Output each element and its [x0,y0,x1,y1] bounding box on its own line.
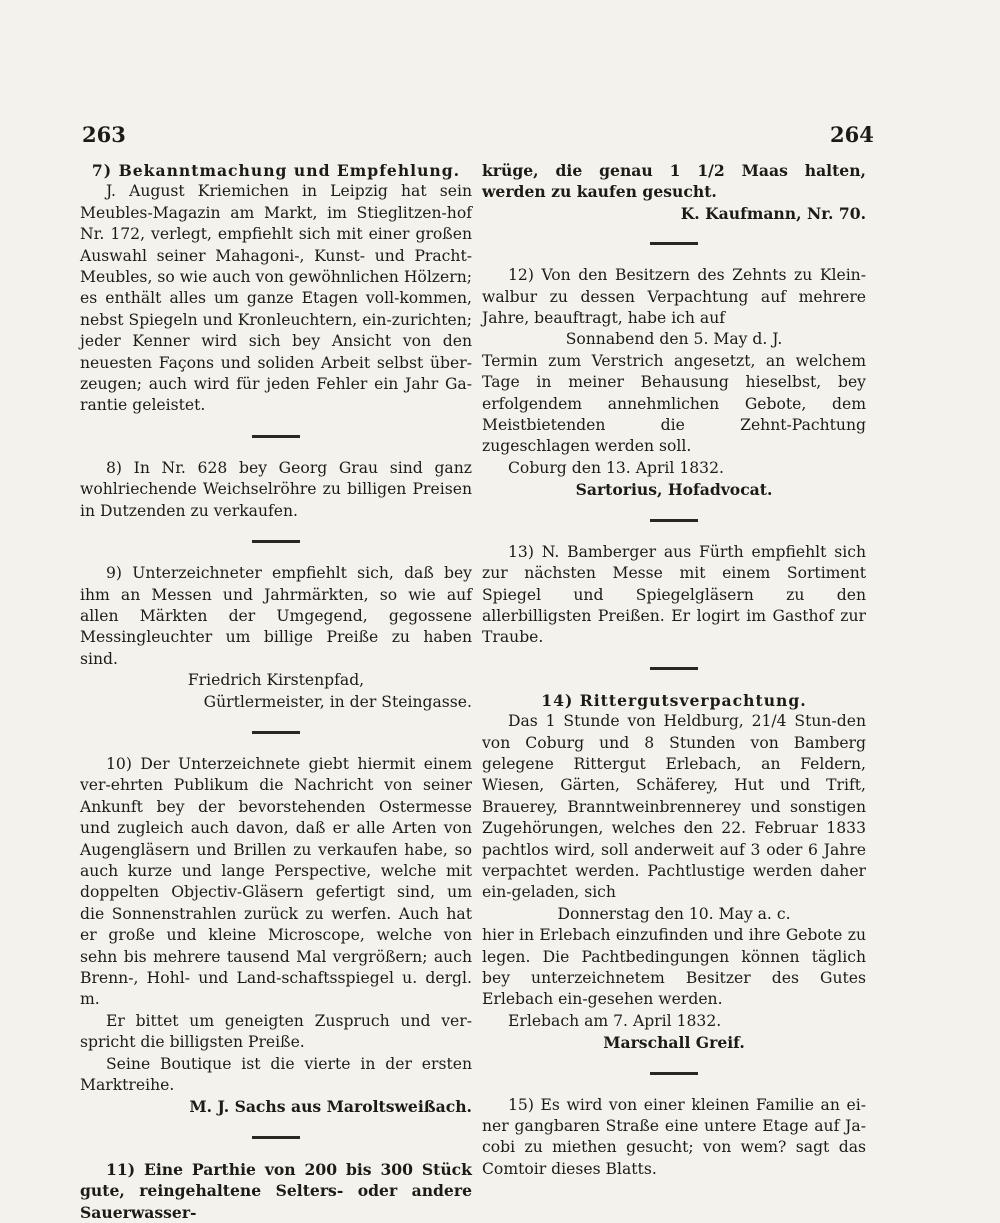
ad-place-date: Coburg den 13. April 1832. [508,458,724,477]
ad-body-2: Er bittet um geneigten Zuspruch und ver-spricht die billigsten Preiße. [80,1011,472,1052]
ad-body-2: hier in Erlebach einzufinden und ihre Gebote zu legen. Die Pachtbedingungen können täglich bey unterzeichnetem Besitzer des Gutes Erlebach ein-gesehen werden. [482,926,866,1009]
ad-signature: Marschall Greif. [603,1033,745,1053]
advertisement-7 [80,160,472,417]
left-column [80,160,472,1223]
ad-body-2: Termin zum Verstrich angesetzt, an welchem Tage in meiner Behausung hieselbst, bey erfolgendem annehmlichen Gebote, dem Meistbietenden die Zehnt-Pachtung zugeschlagen werden soll. [482,351,866,456]
advertisement-10 [80,754,472,1118]
ad-body: J. August Kriemichen in Leipzig hat sein Meubles-Magazin am Markt, im Stieglitzen-hof Nr. 172, verlegt, empfiehlt sich mit einer großen Auswahl seiner Mahagoni-, Kunst- und Pracht-Meubles, so wie auch von gewöhnlichen Hölzern; es enthält alles um ganze Etagen voll-kommen, nebst Spiegeln und Kronleuchtern, ein-zurichten; jeder Kenner wird sich bey Ansicht von den neuesten Façons und soliden Arbeit selbst über-zeugen; auch wird für jeden Fehler ein Jahr Ga-rantie geleistet. [80,182,472,415]
ad-date-line: Sonnabend den 5. May d. J. [565,330,783,349]
ad-body: 10) Der Unterzeichnete giebt hiermit einem ver-ehrten Publikum die Nachricht von seiner Ankunft bey der bevorstehenden Ostermesse und zugleich auch davon, daß er alle Arten von Augengläsern und Brillen zu verkaufen habe, so auch kurze und lange Perspective, welche mit doppelten Objectiv-Gläsern gefertigt sind, um die Sonnenstrahlen zurück zu werfen. Auch hat er große und kleine Microscope, welche von sehn bis mehrere tausend Mal vergrößern; auch Brenn-, Hohl- und Land-schaftsspiegel u. dergl. m. [80,754,472,1009]
ad-body: 15) Es wird von einer kleinen Familie an ei-ner gangbaren Straße eine untere Etage auf Ja-cobi zu miethen gesucht; von wem? sagt das Comtoir dieses Blatts. [482,1095,866,1178]
separator-rule [650,667,698,670]
advertisement-9 [80,563,472,713]
ad-place-date: Erlebach am 7. April 1832. [508,1011,722,1030]
ad-heading: 7) Bekanntmachung und Empfehlung. [91,161,461,180]
separator-rule [252,731,300,734]
ad-signature-name: Friedrich Kirstenpfad, [187,671,365,690]
separator-rule [252,435,300,438]
advertisement-15 [482,1095,866,1181]
ad-body: 12) Von den Besitzern des Zehnts zu Klein-walbur zu dessen Verpachtung auf mehrere Jahre, beauftragt, habe ich auf [482,266,866,328]
advertisement-14 [482,690,866,1054]
separator-rule [650,1072,698,1075]
advertisement-13 [482,542,866,649]
ad-body: Das 1 Stunde von Heldburg, 21/4 Stun-den von Coburg und 8 Stunden von Bamberg gelegene Rittergut Erlebach, an Feldern, Wiesen, Gärten, Schäferey, Hut und Trift, Brauerey, Branntweinbrennerey und sonstigen Zugehörungen, welches den 22. Februar 1833 pachtlos wird, soll anderweit auf 3 oder 6 Jahre verpachtet werden. Pachtlustige werden daher ein-geladen, sich [482,712,866,902]
ad-signature-title: Gürtlermeister, in der Steingasse. [203,692,472,711]
advertisement-11-continued [482,160,866,224]
ad-body: krüge, die genau 1 1/2 Maas halten, werden zu kaufen gesucht. [482,161,866,202]
advertisement-8 [80,458,472,522]
ad-signature: M. J. Sachs aus Maroltsweißach. [189,1097,472,1117]
separator-rule [252,1136,300,1139]
ad-body: 8) In Nr. 628 bey Georg Grau sind ganz wohlriechende Weichselröhre zu billigen Preisen in Dutzenden zu verkaufen. [80,458,472,520]
ad-heading: 14) Rittergutsverpachtung. [541,690,807,710]
right-column [482,160,866,1180]
separator-rule [650,519,698,522]
separator-rule [252,540,300,543]
ad-signature: Sartorius, Hofadvocat. [575,480,773,500]
page-number-left: 263 [82,122,126,147]
ad-body: 11) Eine Parthie von 200 bis 300 Stück gute, reingehaltene Selters- oder andere Sauerwasser- [80,1159,472,1222]
ad-body: 9) Unterzeichneter empfiehlt sich, daß bey ihm an Messen und Jahrmärkten, so wie auf allen Märkten der Umgegend, gegossene Messingleuchter um billige Preiße zu haben sind. [80,564,472,668]
ad-body-3: Seine Boutique ist die vierte in der ersten Marktreihe. [80,1054,472,1095]
ad-date-line: Donnerstag den 10. May a. c. [557,904,791,923]
page-number-right: 264 [830,122,874,147]
ad-body: 13) N. Bamberger aus Fürth empfiehlt sich zur nächsten Messe mit einem Sortiment Spiegel und Spiegelgläsern zu den allerbilligsten Preißen. Er logirt im Gasthof zur Traube. [482,542,866,647]
advertisement-12 [482,265,866,500]
separator-rule [650,242,698,245]
ad-signature: K. Kaufmann, Nr. 70. [680,203,866,223]
advertisement-11 [80,1159,472,1223]
